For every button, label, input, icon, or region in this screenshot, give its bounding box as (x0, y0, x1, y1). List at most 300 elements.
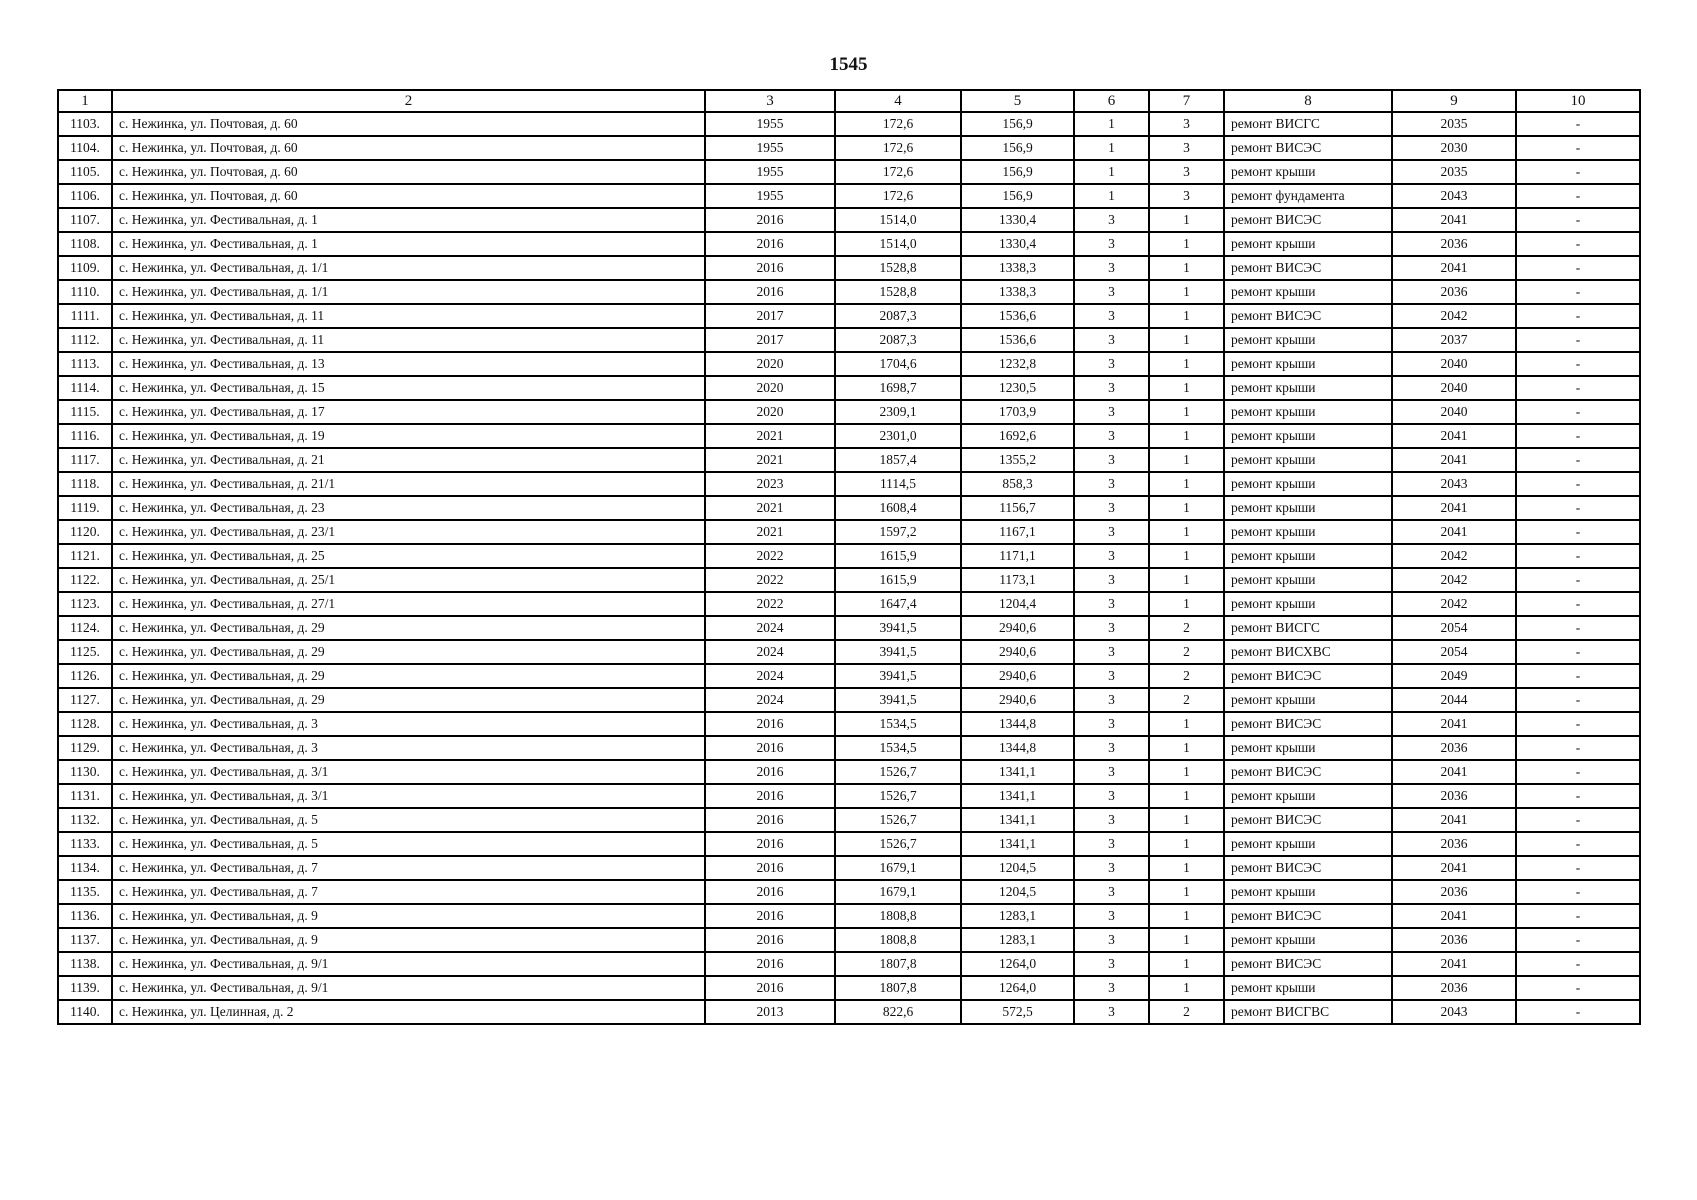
cell-address: с. Нежинка, ул. Фестивальная, д. 15 (112, 376, 705, 400)
cell-note: - (1516, 976, 1640, 1000)
cell-row-number: 1111. (58, 304, 112, 328)
cell-work-type: ремонт крыши (1224, 232, 1392, 256)
cell-floors: 1 (1074, 136, 1149, 160)
cell-work-type: ремонт фундамента (1224, 184, 1392, 208)
cell-living-area: 1204,4 (961, 592, 1074, 616)
cell-note: - (1516, 304, 1640, 328)
cell-total-area: 1526,7 (835, 808, 961, 832)
cell-living-area: 1171,1 (961, 544, 1074, 568)
cell-floors: 3 (1074, 808, 1149, 832)
cell-total-area: 1679,1 (835, 856, 961, 880)
cell-year-built: 2020 (705, 352, 835, 376)
cell-entrances: 1 (1149, 208, 1224, 232)
cell-work-type: ремонт крыши (1224, 592, 1392, 616)
cell-total-area: 1857,4 (835, 448, 961, 472)
cell-planned-year: 2041 (1392, 424, 1516, 448)
cell-note: - (1516, 760, 1640, 784)
cell-living-area: 1344,8 (961, 712, 1074, 736)
cell-note: - (1516, 808, 1640, 832)
cell-note: - (1516, 688, 1640, 712)
cell-planned-year: 2036 (1392, 232, 1516, 256)
table-row (58, 976, 1640, 1000)
cell-row-number: 1128. (58, 712, 112, 736)
cell-total-area: 1114,5 (835, 472, 961, 496)
table-row (58, 544, 1640, 568)
cell-floors: 3 (1074, 496, 1149, 520)
table-row (58, 664, 1640, 688)
table-row (58, 712, 1640, 736)
table-row (58, 208, 1640, 232)
cell-year-built: 1955 (705, 184, 835, 208)
cell-entrances: 1 (1149, 928, 1224, 952)
table-row (58, 352, 1640, 376)
cell-work-type: ремонт ВИСГС (1224, 616, 1392, 640)
cell-entrances: 1 (1149, 328, 1224, 352)
page-number: 1545 (829, 54, 868, 75)
cell-row-number: 1122. (58, 568, 112, 592)
cell-living-area: 1204,5 (961, 880, 1074, 904)
cell-floors: 3 (1074, 208, 1149, 232)
cell-planned-year: 2036 (1392, 880, 1516, 904)
cell-work-type: ремонт крыши (1224, 472, 1392, 496)
cell-living-area: 1355,2 (961, 448, 1074, 472)
cell-planned-year: 2042 (1392, 304, 1516, 328)
cell-address: с. Нежинка, ул. Фестивальная, д. 25/1 (112, 568, 705, 592)
cell-planned-year: 2040 (1392, 376, 1516, 400)
cell-address: с. Нежинка, ул. Фестивальная, д. 7 (112, 880, 705, 904)
cell-total-area: 1514,0 (835, 232, 961, 256)
cell-floors: 3 (1074, 616, 1149, 640)
cell-planned-year: 2041 (1392, 712, 1516, 736)
cell-address: с. Нежинка, ул. Фестивальная, д. 21 (112, 448, 705, 472)
cell-work-type: ремонт ВИСЭС (1224, 856, 1392, 880)
cell-row-number: 1114. (58, 376, 112, 400)
cell-note: - (1516, 520, 1640, 544)
cell-entrances: 1 (1149, 856, 1224, 880)
cell-address: с. Нежинка, ул. Фестивальная, д. 11 (112, 328, 705, 352)
cell-living-area: 858,3 (961, 472, 1074, 496)
cell-year-built: 2016 (705, 808, 835, 832)
cell-living-area: 156,9 (961, 184, 1074, 208)
cell-planned-year: 2041 (1392, 448, 1516, 472)
table-row (58, 784, 1640, 808)
cell-floors: 3 (1074, 760, 1149, 784)
cell-total-area: 3941,5 (835, 640, 961, 664)
cell-entrances: 1 (1149, 592, 1224, 616)
column-header-total-area: 4 (835, 90, 961, 112)
cell-year-built: 2016 (705, 928, 835, 952)
cell-floors: 1 (1074, 184, 1149, 208)
cell-floors: 3 (1074, 328, 1149, 352)
cell-note: - (1516, 616, 1640, 640)
cell-year-built: 2022 (705, 592, 835, 616)
cell-entrances: 1 (1149, 496, 1224, 520)
cell-year-built: 1955 (705, 160, 835, 184)
cell-floors: 3 (1074, 856, 1149, 880)
column-header-note: 10 (1516, 90, 1640, 112)
cell-planned-year: 2037 (1392, 328, 1516, 352)
cell-work-type: ремонт крыши (1224, 376, 1392, 400)
table-row (58, 232, 1640, 256)
table-row (58, 304, 1640, 328)
cell-planned-year: 2040 (1392, 352, 1516, 376)
cell-entrances: 1 (1149, 400, 1224, 424)
cell-total-area: 3941,5 (835, 688, 961, 712)
cell-work-type: ремонт крыши (1224, 328, 1392, 352)
cell-note: - (1516, 208, 1640, 232)
cell-year-built: 2020 (705, 400, 835, 424)
cell-living-area: 1341,1 (961, 808, 1074, 832)
cell-total-area: 172,6 (835, 160, 961, 184)
cell-total-area: 1526,7 (835, 832, 961, 856)
cell-total-area: 2309,1 (835, 400, 961, 424)
cell-living-area: 1230,5 (961, 376, 1074, 400)
cell-total-area: 1808,8 (835, 928, 961, 952)
cell-work-type: ремонт крыши (1224, 352, 1392, 376)
cell-year-built: 2016 (705, 784, 835, 808)
cell-work-type: ремонт крыши (1224, 832, 1392, 856)
table-row (58, 568, 1640, 592)
cell-entrances: 1 (1149, 760, 1224, 784)
cell-work-type: ремонт крыши (1224, 928, 1392, 952)
cell-address: с. Нежинка, ул. Фестивальная, д. 23 (112, 496, 705, 520)
cell-floors: 3 (1074, 352, 1149, 376)
cell-note: - (1516, 544, 1640, 568)
cell-entrances: 1 (1149, 424, 1224, 448)
cell-planned-year: 2054 (1392, 640, 1516, 664)
cell-entrances: 2 (1149, 640, 1224, 664)
cell-floors: 3 (1074, 400, 1149, 424)
cell-work-type: ремонт крыши (1224, 496, 1392, 520)
cell-planned-year: 2036 (1392, 832, 1516, 856)
cell-planned-year: 2041 (1392, 496, 1516, 520)
cell-total-area: 1526,7 (835, 760, 961, 784)
cell-note: - (1516, 832, 1640, 856)
cell-note: - (1516, 184, 1640, 208)
cell-planned-year: 2042 (1392, 568, 1516, 592)
cell-work-type: ремонт ВИСЭС (1224, 904, 1392, 928)
cell-year-built: 2024 (705, 688, 835, 712)
cell-entrances: 1 (1149, 952, 1224, 976)
cell-year-built: 2013 (705, 1000, 835, 1024)
cell-note: - (1516, 112, 1640, 136)
cell-work-type: ремонт ВИСЭС (1224, 136, 1392, 160)
cell-total-area: 2087,3 (835, 304, 961, 328)
cell-address: с. Нежинка, ул. Почтовая, д. 60 (112, 112, 705, 136)
cell-note: - (1516, 280, 1640, 304)
cell-address: с. Нежинка, ул. Фестивальная, д. 1 (112, 232, 705, 256)
cell-entrances: 1 (1149, 376, 1224, 400)
cell-living-area: 1264,0 (961, 952, 1074, 976)
table-row (58, 808, 1640, 832)
cell-planned-year: 2041 (1392, 520, 1516, 544)
table-row (58, 280, 1640, 304)
cell-work-type: ремонт крыши (1224, 424, 1392, 448)
cell-planned-year: 2041 (1392, 208, 1516, 232)
cell-year-built: 2016 (705, 232, 835, 256)
cell-row-number: 1118. (58, 472, 112, 496)
cell-floors: 3 (1074, 880, 1149, 904)
cell-address: с. Нежинка, ул. Фестивальная, д. 1/1 (112, 280, 705, 304)
cell-living-area: 1344,8 (961, 736, 1074, 760)
cell-year-built: 2022 (705, 544, 835, 568)
cell-living-area: 1536,6 (961, 328, 1074, 352)
table-row (58, 520, 1640, 544)
cell-row-number: 1109. (58, 256, 112, 280)
cell-total-area: 1807,8 (835, 976, 961, 1000)
table-row (58, 472, 1640, 496)
cell-entrances: 2 (1149, 616, 1224, 640)
cell-year-built: 2016 (705, 736, 835, 760)
cell-note: - (1516, 736, 1640, 760)
cell-floors: 3 (1074, 448, 1149, 472)
cell-floors: 3 (1074, 568, 1149, 592)
cell-planned-year: 2036 (1392, 736, 1516, 760)
cell-row-number: 1119. (58, 496, 112, 520)
cell-living-area: 1283,1 (961, 928, 1074, 952)
cell-note: - (1516, 328, 1640, 352)
cell-year-built: 2024 (705, 616, 835, 640)
cell-floors: 3 (1074, 904, 1149, 928)
cell-floors: 3 (1074, 832, 1149, 856)
cell-address: с. Нежинка, ул. Почтовая, д. 60 (112, 184, 705, 208)
cell-total-area: 3941,5 (835, 664, 961, 688)
cell-entrances: 3 (1149, 160, 1224, 184)
cell-address: с. Нежинка, ул. Почтовая, д. 60 (112, 136, 705, 160)
cell-planned-year: 2040 (1392, 400, 1516, 424)
cell-entrances: 1 (1149, 544, 1224, 568)
cell-total-area: 2301,0 (835, 424, 961, 448)
cell-note: - (1516, 904, 1640, 928)
cell-row-number: 1139. (58, 976, 112, 1000)
cell-note: - (1516, 472, 1640, 496)
cell-floors: 1 (1074, 160, 1149, 184)
cell-note: - (1516, 496, 1640, 520)
cell-living-area: 1330,4 (961, 232, 1074, 256)
cell-row-number: 1103. (58, 112, 112, 136)
cell-entrances: 1 (1149, 448, 1224, 472)
cell-planned-year: 2043 (1392, 184, 1516, 208)
table-row (58, 328, 1640, 352)
cell-total-area: 1534,5 (835, 712, 961, 736)
cell-address: с. Нежинка, ул. Фестивальная, д. 9/1 (112, 976, 705, 1000)
cell-floors: 3 (1074, 976, 1149, 1000)
cell-entrances: 1 (1149, 904, 1224, 928)
cell-row-number: 1135. (58, 880, 112, 904)
cell-total-area: 1615,9 (835, 544, 961, 568)
cell-entrances: 1 (1149, 280, 1224, 304)
cell-work-type: ремонт ВИСЭС (1224, 208, 1392, 232)
cell-living-area: 1330,4 (961, 208, 1074, 232)
cell-entrances: 2 (1149, 688, 1224, 712)
cell-row-number: 1129. (58, 736, 112, 760)
cell-planned-year: 2041 (1392, 904, 1516, 928)
cell-address: с. Нежинка, ул. Фестивальная, д. 3/1 (112, 760, 705, 784)
cell-row-number: 1110. (58, 280, 112, 304)
cell-living-area: 1264,0 (961, 976, 1074, 1000)
column-header-work-type: 8 (1224, 90, 1392, 112)
cell-address: с. Нежинка, ул. Фестивальная, д. 29 (112, 688, 705, 712)
cell-year-built: 2021 (705, 496, 835, 520)
cell-living-area: 156,9 (961, 136, 1074, 160)
cell-entrances: 1 (1149, 976, 1224, 1000)
cell-row-number: 1116. (58, 424, 112, 448)
cell-total-area: 3941,5 (835, 616, 961, 640)
table-row (58, 1000, 1640, 1024)
table-row (58, 400, 1640, 424)
table-row (58, 256, 1640, 280)
cell-entrances: 1 (1149, 832, 1224, 856)
cell-row-number: 1105. (58, 160, 112, 184)
cell-note: - (1516, 448, 1640, 472)
cell-year-built: 2016 (705, 832, 835, 856)
cell-planned-year: 2036 (1392, 928, 1516, 952)
cell-floors: 3 (1074, 712, 1149, 736)
cell-total-area: 1534,5 (835, 736, 961, 760)
cell-floors: 3 (1074, 664, 1149, 688)
cell-note: - (1516, 352, 1640, 376)
table-row (58, 880, 1640, 904)
cell-row-number: 1126. (58, 664, 112, 688)
cell-work-type: ремонт ВИСЭС (1224, 664, 1392, 688)
cell-row-number: 1107. (58, 208, 112, 232)
cell-total-area: 1615,9 (835, 568, 961, 592)
cell-planned-year: 2030 (1392, 136, 1516, 160)
cell-total-area: 1808,8 (835, 904, 961, 928)
cell-note: - (1516, 232, 1640, 256)
cell-planned-year: 2035 (1392, 112, 1516, 136)
table-row (58, 592, 1640, 616)
cell-floors: 3 (1074, 232, 1149, 256)
cell-work-type: ремонт крыши (1224, 544, 1392, 568)
cell-floors: 3 (1074, 640, 1149, 664)
cell-year-built: 2016 (705, 880, 835, 904)
cell-year-built: 2016 (705, 760, 835, 784)
cell-note: - (1516, 592, 1640, 616)
cell-planned-year: 2036 (1392, 280, 1516, 304)
cell-year-built: 2016 (705, 976, 835, 1000)
cell-work-type: ремонт крыши (1224, 160, 1392, 184)
cell-living-area: 1338,3 (961, 280, 1074, 304)
cell-year-built: 1955 (705, 112, 835, 136)
cell-note: - (1516, 400, 1640, 424)
cell-row-number: 1131. (58, 784, 112, 808)
cell-floors: 3 (1074, 928, 1149, 952)
cell-address: с. Нежинка, ул. Фестивальная, д. 29 (112, 640, 705, 664)
cell-row-number: 1132. (58, 808, 112, 832)
table-row (58, 904, 1640, 928)
cell-note: - (1516, 928, 1640, 952)
header-row (58, 90, 1640, 112)
cell-total-area: 1807,8 (835, 952, 961, 976)
cell-year-built: 2021 (705, 448, 835, 472)
cell-total-area: 822,6 (835, 1000, 961, 1024)
table-row (58, 688, 1640, 712)
cell-address: с. Нежинка, ул. Фестивальная, д. 19 (112, 424, 705, 448)
cell-floors: 3 (1074, 280, 1149, 304)
cell-entrances: 1 (1149, 880, 1224, 904)
cell-entrances: 1 (1149, 808, 1224, 832)
cell-year-built: 2016 (705, 856, 835, 880)
cell-work-type: ремонт крыши (1224, 520, 1392, 544)
cell-planned-year: 2042 (1392, 592, 1516, 616)
cell-floors: 1 (1074, 112, 1149, 136)
table-row (58, 928, 1640, 952)
column-header-entrances: 7 (1149, 90, 1224, 112)
cell-row-number: 1120. (58, 520, 112, 544)
cell-entrances: 1 (1149, 256, 1224, 280)
cell-row-number: 1112. (58, 328, 112, 352)
cell-row-number: 1124. (58, 616, 112, 640)
table-row (58, 736, 1640, 760)
cell-total-area: 2087,3 (835, 328, 961, 352)
cell-floors: 3 (1074, 952, 1149, 976)
cell-address: с. Нежинка, ул. Фестивальная, д. 17 (112, 400, 705, 424)
cell-living-area: 1173,1 (961, 568, 1074, 592)
cell-floors: 3 (1074, 256, 1149, 280)
table-row (58, 496, 1640, 520)
cell-entrances: 1 (1149, 232, 1224, 256)
cell-floors: 3 (1074, 376, 1149, 400)
cell-total-area: 1679,1 (835, 880, 961, 904)
cell-entrances: 2 (1149, 1000, 1224, 1024)
table-row (58, 832, 1640, 856)
cell-note: - (1516, 784, 1640, 808)
cell-address: с. Нежинка, ул. Фестивальная, д. 3 (112, 712, 705, 736)
cell-row-number: 1106. (58, 184, 112, 208)
cell-note: - (1516, 376, 1640, 400)
table-row (58, 952, 1640, 976)
cell-living-area: 572,5 (961, 1000, 1074, 1024)
cell-entrances: 1 (1149, 784, 1224, 808)
cell-address: с. Нежинка, ул. Фестивальная, д. 3 (112, 736, 705, 760)
cell-entrances: 3 (1149, 184, 1224, 208)
cell-living-area: 156,9 (961, 160, 1074, 184)
cell-total-area: 172,6 (835, 184, 961, 208)
cell-address: с. Нежинка, ул. Фестивальная, д. 29 (112, 664, 705, 688)
cell-work-type: ремонт ВИСЭС (1224, 808, 1392, 832)
cell-work-type: ремонт ВИСГС (1224, 112, 1392, 136)
cell-year-built: 2016 (705, 712, 835, 736)
cell-year-built: 2017 (705, 304, 835, 328)
cell-address: с. Нежинка, ул. Фестивальная, д. 3/1 (112, 784, 705, 808)
cell-address: с. Нежинка, ул. Фестивальная, д. 13 (112, 352, 705, 376)
cell-work-type: ремонт крыши (1224, 568, 1392, 592)
cell-year-built: 2017 (705, 328, 835, 352)
cell-planned-year: 2041 (1392, 856, 1516, 880)
cell-row-number: 1117. (58, 448, 112, 472)
cell-address: с. Нежинка, ул. Фестивальная, д. 7 (112, 856, 705, 880)
column-header-row-number: 1 (58, 90, 112, 112)
cell-living-area: 1232,8 (961, 352, 1074, 376)
cell-living-area: 1341,1 (961, 760, 1074, 784)
cell-total-area: 1608,4 (835, 496, 961, 520)
cell-work-type: ремонт крыши (1224, 976, 1392, 1000)
cell-work-type: ремонт ВИСГВС (1224, 1000, 1392, 1024)
cell-address: с. Нежинка, ул. Фестивальная, д. 1 (112, 208, 705, 232)
cell-entrances: 1 (1149, 304, 1224, 328)
cell-total-area: 172,6 (835, 112, 961, 136)
column-header-year-built: 3 (705, 90, 835, 112)
cell-note: - (1516, 856, 1640, 880)
cell-living-area: 2940,6 (961, 640, 1074, 664)
cell-entrances: 1 (1149, 568, 1224, 592)
cell-total-area: 1528,8 (835, 280, 961, 304)
cell-work-type: ремонт крыши (1224, 448, 1392, 472)
column-header-living-area: 5 (961, 90, 1074, 112)
cell-floors: 3 (1074, 304, 1149, 328)
cell-total-area: 1647,4 (835, 592, 961, 616)
